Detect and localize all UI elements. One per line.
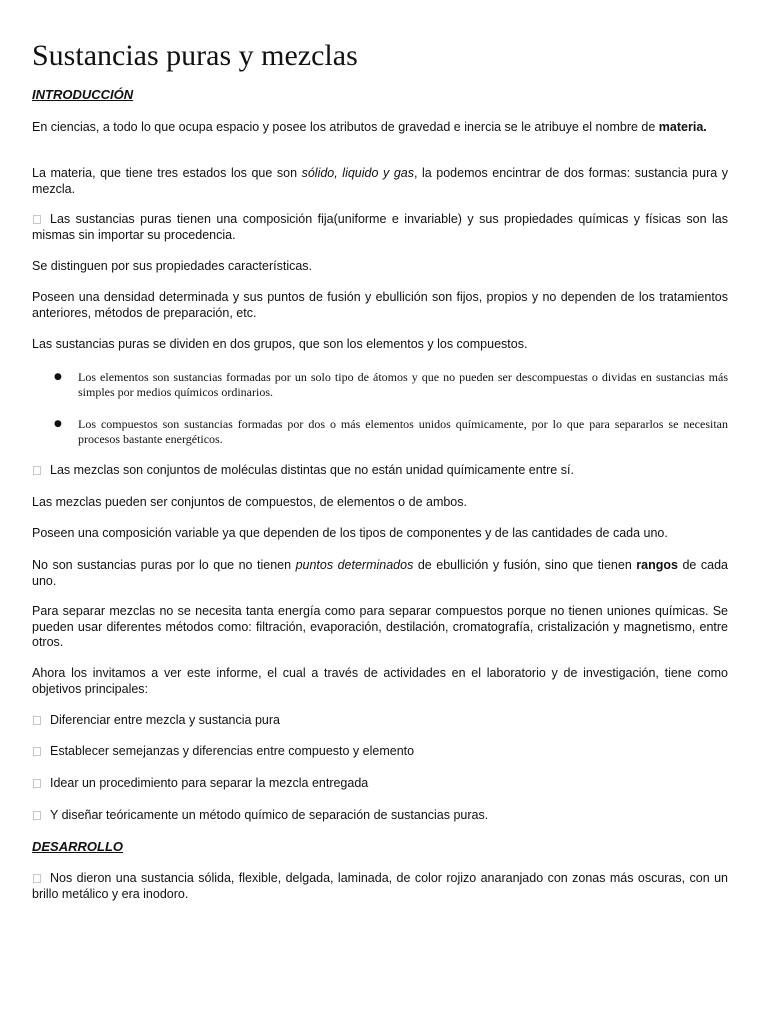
- objective-item: Y diseñar teóricamente un método químico de separación de sustancias puras.: [32, 808, 728, 824]
- checkbox-glyph-icon: [33, 716, 41, 725]
- checkbox-glyph-icon: [33, 215, 41, 224]
- paragraph-separar-mezclas: Para separar mezclas no se necesita tanta energía como para separar compuestos porque no tienen uniones químicas. Se pueden usar diferentes métodos como: filtración, evaporación, destilación, cromatografía, cristalización y magnetismo, entre otros.: [32, 604, 728, 649]
- italic-puntos-determinados: puntos determinados: [295, 558, 414, 572]
- paragraph-densidad: Poseen una densidad determinada y sus puntos de fusión y ebullición son fijos, propios y no dependen de los tratamientos anteriores, métodos de preparación, etc.: [32, 290, 728, 320]
- bold-term-rangos: rangos: [636, 558, 678, 572]
- paragraph-mezclas-definicion: Las mezclas son conjuntos de moléculas distintas que no están unidad químicamente entre sí.: [32, 463, 728, 479]
- section-heading-introduccion: INTRODUCCIÓN: [32, 87, 134, 102]
- bullet-dot-icon: ●: [54, 372, 62, 382]
- bold-term-materia: materia.: [658, 120, 707, 134]
- paragraph-rangos: No son sustancias puras por lo que no tienen puntos determinados de ebullición y fusión, sino que tienen rangos de cada uno.: [32, 558, 728, 588]
- paragraph-mezclas-conjuntos: Las mezclas pueden ser conjuntos de compuestos, de elementos o de ambos.: [32, 495, 467, 509]
- italic-solido: sólido,: [301, 166, 338, 180]
- bullet-dot-icon: ●: [54, 419, 62, 429]
- checkbox-glyph-icon: [33, 874, 41, 883]
- list-item-compuestos: ● Los compuestos son sustancias formadas por dos o más elementos unidos químicamente, por lo que para separarlos se necesitan procesos bastante energéticos.: [54, 417, 728, 446]
- checkbox-glyph-icon: [33, 779, 41, 788]
- section-heading-desarrollo: DESARROLLO: [32, 839, 123, 854]
- checkbox-glyph-icon: [33, 466, 41, 475]
- objective-item: Idear un procedimiento para separar la mezcla entregada: [32, 776, 728, 792]
- paragraph-estados-materia: La materia, que tiene tres estados los que son sólido, liquido y gas, la podemos encintrar de dos formas: sustancia pura y mezcla.: [32, 166, 728, 196]
- italic-liquido: liquido: [342, 166, 379, 180]
- document-title: Sustancias puras y mezclas: [32, 39, 358, 72]
- paragraph-materia-definition: En ciencias, a todo lo que ocupa espacio y posee los atributos de gravedad e inercia se le atribuye el nombre de materia.: [32, 120, 707, 134]
- paragraph-dos-grupos: Las sustancias puras se dividen en dos grupos, que son los elementos y los compuestos.: [32, 337, 528, 351]
- paragraph-composicion-variable: Poseen una composición variable ya que dependen de los tipos de componentes y de las cantidades de cada uno.: [32, 526, 668, 540]
- italic-gas: gas: [393, 166, 414, 180]
- objective-item: Diferenciar entre mezcla y sustancia pura: [32, 713, 728, 729]
- italic-y: y: [383, 166, 390, 180]
- paragraph-objetivos-intro: Ahora los invitamos a ver este informe, el cual a través de actividades en el laboratorio y de investigación, tiene como objetivos principales:: [32, 666, 728, 696]
- paragraph-propiedades: Se distinguen por sus propiedades características.: [32, 259, 313, 273]
- paragraph-sustancia-entregada: Nos dieron una sustancia sólida, flexible, delgada, laminada, de color rojizo anaranjado con zonas más oscuras, con un brillo metálico y era inodoro.: [32, 871, 728, 901]
- list-item-elementos: ● Los elementos son sustancias formadas por un solo tipo de átomos y que no pueden ser descompuestas o dividas en sustancias más simples por medios químicos ordinarios.: [54, 370, 728, 399]
- objective-item: Establecer semejanzas y diferencias entre compuesto y elemento: [32, 744, 728, 760]
- paragraph-sustancias-puras: Las sustancias puras tienen una composición fija(uniforme e invariable) y sus propiedades químicas y físicas son las mismas sin importar su procedencia.: [32, 212, 728, 242]
- checkbox-glyph-icon: [33, 811, 41, 820]
- checkbox-glyph-icon: [33, 747, 41, 756]
